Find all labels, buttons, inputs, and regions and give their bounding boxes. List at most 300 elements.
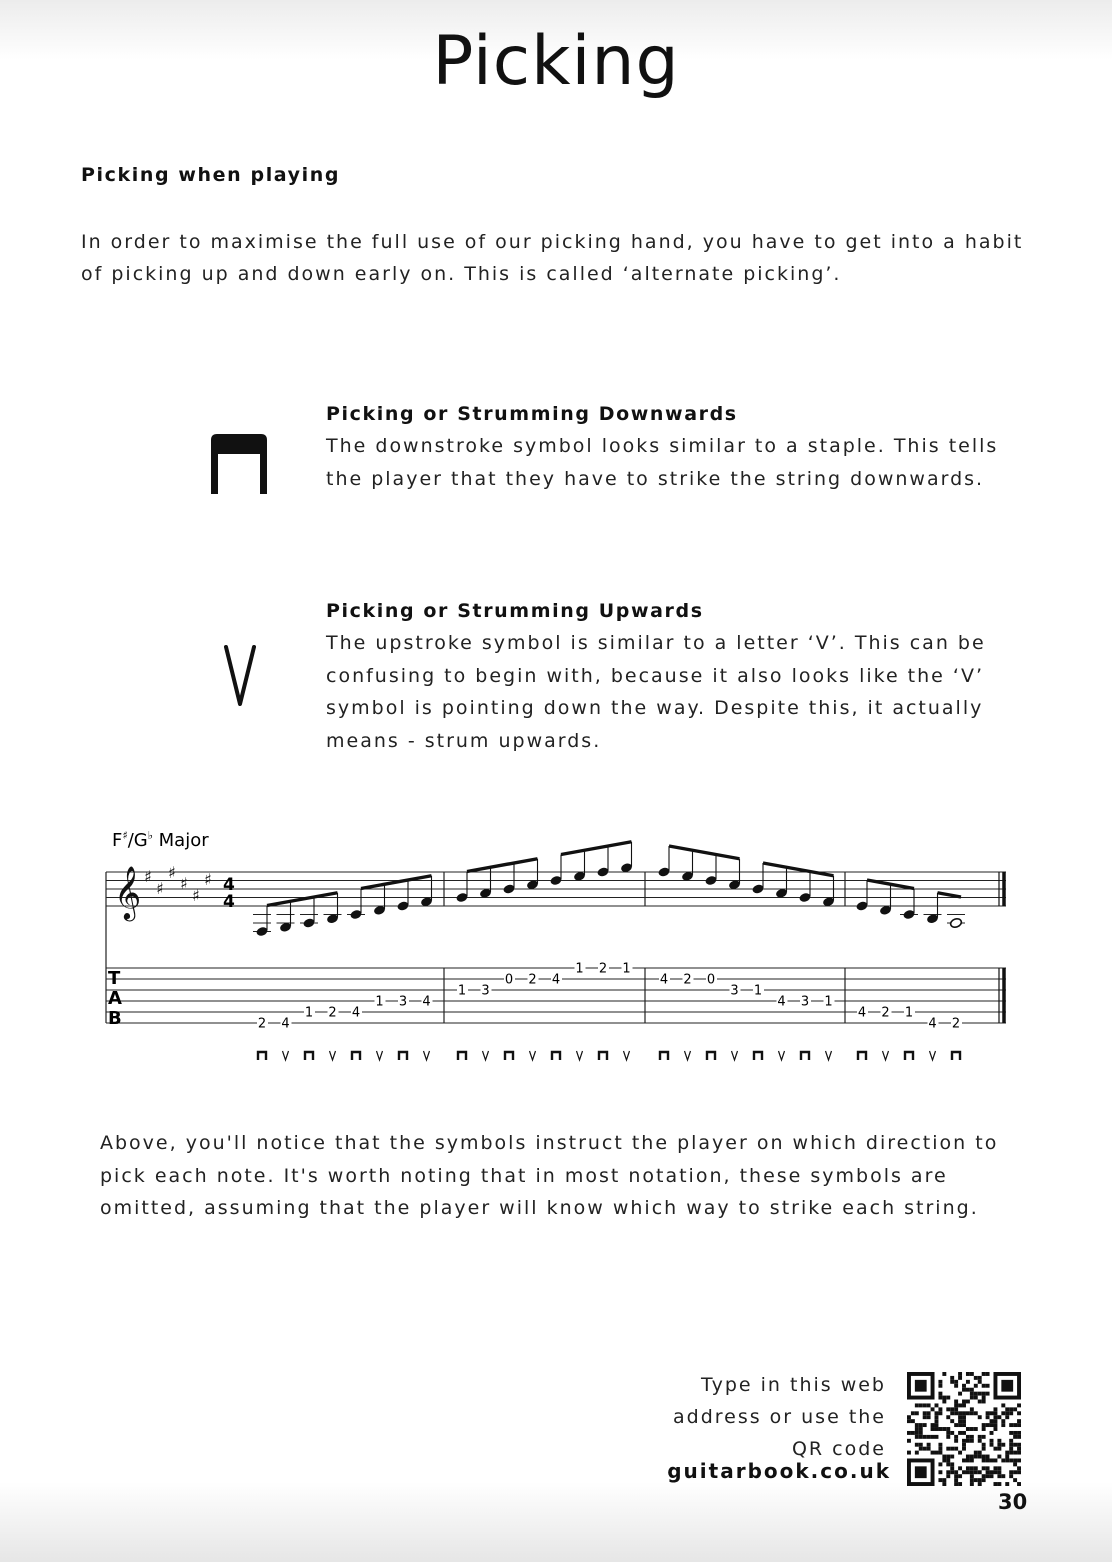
qr-module bbox=[954, 1439, 958, 1443]
qr-module bbox=[938, 1443, 942, 1447]
qr-module bbox=[927, 1435, 931, 1439]
qr-module bbox=[938, 1411, 942, 1415]
qr-module bbox=[990, 1474, 994, 1478]
qr-module bbox=[1017, 1451, 1021, 1455]
pick-up-icon bbox=[424, 1051, 430, 1060]
qr-module bbox=[990, 1423, 994, 1427]
qr-module bbox=[1017, 1458, 1021, 1462]
qr-module bbox=[970, 1392, 974, 1396]
tab-fret-number: 2 bbox=[951, 1016, 961, 1032]
scale-title-root: F bbox=[112, 830, 123, 851]
qr-module bbox=[982, 1400, 986, 1404]
scale-title-flat: ♭ bbox=[147, 829, 153, 842]
qr-module bbox=[986, 1466, 990, 1470]
qr-module bbox=[970, 1470, 974, 1474]
qr-module bbox=[1009, 1458, 1013, 1462]
website-link[interactable]: guitarbook.co.uk bbox=[667, 1459, 891, 1483]
qr-module bbox=[935, 1451, 939, 1455]
qr-module bbox=[978, 1435, 982, 1439]
qr-module bbox=[970, 1407, 974, 1411]
downstroke-description bbox=[326, 398, 1006, 495]
qr-module bbox=[986, 1415, 990, 1419]
qr-module bbox=[1009, 1407, 1013, 1411]
tab-fret-number: 3 bbox=[481, 983, 490, 999]
qr-module bbox=[954, 1482, 958, 1486]
pick-up-icon bbox=[732, 1051, 738, 1060]
qr-finder-center bbox=[1001, 1380, 1013, 1392]
qr-module bbox=[954, 1403, 958, 1407]
qr-module bbox=[1009, 1439, 1013, 1443]
qr-module bbox=[938, 1427, 942, 1431]
qr-module bbox=[962, 1447, 966, 1451]
tab-fret-number: 4 bbox=[422, 994, 431, 1010]
qr-module bbox=[978, 1415, 982, 1419]
qr-module bbox=[919, 1447, 923, 1451]
key-sharp-icon: ♯ bbox=[144, 867, 152, 886]
qr-module bbox=[1013, 1407, 1017, 1411]
qr-module bbox=[1009, 1443, 1013, 1447]
qr-module bbox=[993, 1415, 997, 1419]
note-beam bbox=[561, 842, 632, 855]
qr-module bbox=[954, 1400, 958, 1404]
qr-module bbox=[1001, 1411, 1005, 1415]
qr-module bbox=[986, 1372, 990, 1376]
pick-up-icon bbox=[624, 1051, 630, 1060]
key-sharp-icon: ♯ bbox=[168, 863, 176, 882]
qr-module bbox=[938, 1451, 942, 1455]
qr-module bbox=[958, 1415, 962, 1419]
qr-module bbox=[962, 1470, 966, 1474]
qr-module bbox=[1013, 1470, 1017, 1474]
qr-module bbox=[982, 1384, 986, 1388]
qr-module bbox=[974, 1384, 978, 1388]
qr-module bbox=[993, 1407, 997, 1411]
qr-module bbox=[962, 1411, 966, 1415]
qr-module bbox=[938, 1392, 942, 1396]
qr-module bbox=[946, 1427, 950, 1431]
footer-line: address or use the bbox=[672, 1406, 886, 1428]
qr-module bbox=[986, 1455, 990, 1459]
qr-module bbox=[915, 1431, 919, 1435]
qr-module bbox=[993, 1427, 997, 1431]
qr-module bbox=[931, 1407, 935, 1411]
footer-line: QR code bbox=[791, 1438, 886, 1460]
qr-module bbox=[950, 1466, 954, 1470]
tab-fret-number: 4 bbox=[351, 1005, 361, 1021]
tab-fret-number: 1 bbox=[753, 983, 763, 999]
qr-module bbox=[927, 1415, 931, 1419]
qr-module bbox=[966, 1400, 970, 1404]
qr-module bbox=[950, 1470, 954, 1474]
qr-module bbox=[1009, 1451, 1013, 1455]
qr-module bbox=[1009, 1423, 1013, 1427]
qr-module bbox=[966, 1435, 970, 1439]
qr-module bbox=[958, 1372, 962, 1376]
qr-module bbox=[1017, 1470, 1021, 1474]
qr-module bbox=[997, 1443, 1001, 1447]
qr-module bbox=[1013, 1462, 1017, 1466]
qr-module bbox=[970, 1427, 974, 1431]
qr-module bbox=[958, 1403, 962, 1407]
footer-line: Type in this web bbox=[700, 1374, 886, 1396]
qr-module bbox=[1013, 1423, 1017, 1427]
qr-module bbox=[986, 1470, 990, 1474]
qr-module bbox=[962, 1458, 966, 1462]
qr-module bbox=[982, 1427, 986, 1431]
qr-module bbox=[978, 1451, 982, 1455]
qr-module bbox=[1017, 1423, 1021, 1427]
qr-module bbox=[966, 1470, 970, 1474]
tab-notes bbox=[257, 962, 962, 1032]
qr-module bbox=[986, 1423, 990, 1427]
qr-module bbox=[938, 1407, 942, 1411]
qr-module bbox=[990, 1458, 994, 1462]
pick-up-icon bbox=[826, 1051, 832, 1060]
qr-module bbox=[942, 1478, 946, 1482]
qr-module bbox=[942, 1458, 946, 1462]
qr-module bbox=[970, 1466, 974, 1470]
qr-module bbox=[978, 1439, 982, 1443]
qr-module bbox=[1017, 1443, 1021, 1447]
qr-module bbox=[986, 1392, 990, 1396]
qr-module bbox=[966, 1388, 970, 1392]
qr-module bbox=[1009, 1411, 1013, 1415]
qr-module bbox=[1013, 1478, 1017, 1482]
tab-fret-number: 4 bbox=[777, 994, 786, 1010]
qr-module bbox=[1001, 1423, 1005, 1427]
note-beam bbox=[267, 893, 338, 906]
qr-module bbox=[950, 1455, 954, 1459]
qr-module bbox=[954, 1447, 958, 1451]
qr-module bbox=[997, 1466, 1001, 1470]
qr-module bbox=[1001, 1474, 1005, 1478]
qr-module bbox=[946, 1396, 950, 1400]
qr-module bbox=[958, 1392, 962, 1396]
qr-module bbox=[938, 1396, 942, 1400]
qr-finder-center bbox=[915, 1466, 927, 1478]
qr-module bbox=[1005, 1411, 1009, 1415]
qr-module bbox=[935, 1411, 939, 1415]
qr-module bbox=[993, 1419, 997, 1423]
upstroke-description bbox=[326, 595, 1006, 757]
qr-module bbox=[962, 1443, 966, 1447]
qr-module bbox=[907, 1419, 911, 1423]
tab-fret-number: 4 bbox=[659, 972, 669, 988]
pick-down-icon bbox=[754, 1052, 762, 1060]
qr-module bbox=[907, 1415, 911, 1419]
qr-module bbox=[997, 1447, 1001, 1451]
qr-module bbox=[946, 1458, 950, 1462]
qr-module bbox=[958, 1474, 962, 1478]
scale-title-slash: /G bbox=[127, 830, 148, 851]
qr-module bbox=[982, 1392, 986, 1396]
qr-module bbox=[990, 1470, 994, 1474]
pick-down-icon bbox=[905, 1052, 913, 1060]
qr-module bbox=[1017, 1466, 1021, 1470]
qr-module bbox=[962, 1388, 966, 1392]
qr-code-icon[interactable] bbox=[907, 1372, 1021, 1486]
qr-module bbox=[1013, 1451, 1017, 1455]
qr-module bbox=[970, 1482, 974, 1486]
qr-module bbox=[942, 1427, 946, 1431]
qr-module bbox=[978, 1380, 982, 1384]
qr-module bbox=[935, 1415, 939, 1419]
qr-module bbox=[986, 1411, 990, 1415]
qr-module bbox=[1005, 1458, 1009, 1462]
qr-module bbox=[970, 1435, 974, 1439]
qr-module bbox=[954, 1470, 958, 1474]
qr-module bbox=[1017, 1435, 1021, 1439]
qr-module bbox=[966, 1411, 970, 1415]
qr-module bbox=[1017, 1447, 1021, 1451]
key-sharp-icon: ♯ bbox=[180, 874, 188, 893]
note-beam bbox=[763, 863, 834, 876]
qr-module bbox=[978, 1400, 982, 1404]
tab-fret-number: 4 bbox=[857, 1005, 867, 1021]
qr-module bbox=[974, 1376, 978, 1380]
qr-module bbox=[966, 1458, 970, 1462]
qr-module bbox=[935, 1403, 939, 1407]
qr-module bbox=[958, 1482, 962, 1486]
qr-module bbox=[931, 1427, 935, 1431]
qr-module bbox=[993, 1466, 997, 1470]
qr-module bbox=[990, 1439, 994, 1443]
pick-down-icon bbox=[707, 1052, 715, 1060]
qr-module bbox=[938, 1478, 942, 1482]
pick-down-icon bbox=[352, 1052, 360, 1060]
qr-module bbox=[982, 1443, 986, 1447]
tab-fret-number: 2 bbox=[683, 972, 692, 988]
qr-module bbox=[970, 1388, 974, 1392]
qr-module bbox=[974, 1455, 978, 1459]
qr-module bbox=[915, 1411, 919, 1415]
qr-module bbox=[986, 1458, 990, 1462]
pick-down-icon bbox=[952, 1052, 960, 1060]
tab-fret-number: 1 bbox=[622, 961, 631, 977]
qr-module bbox=[931, 1435, 935, 1439]
qr-module bbox=[1005, 1482, 1009, 1486]
qr-module bbox=[1013, 1458, 1017, 1462]
qr-module bbox=[931, 1451, 935, 1455]
qr-module bbox=[1017, 1419, 1021, 1423]
qr-module bbox=[954, 1407, 958, 1411]
tab-fret-number: 1 bbox=[824, 994, 833, 1010]
qr-module bbox=[907, 1431, 911, 1435]
qr-module bbox=[935, 1419, 939, 1423]
qr-module bbox=[915, 1427, 919, 1431]
qr-module bbox=[946, 1407, 950, 1411]
qr-module bbox=[935, 1423, 939, 1427]
qr-module bbox=[958, 1423, 962, 1427]
treble-clef-icon: 𝄞 bbox=[114, 865, 142, 919]
pick-down-icon bbox=[552, 1052, 560, 1060]
tab-fret-number: 1 bbox=[304, 1005, 314, 1021]
qr-module bbox=[938, 1447, 942, 1451]
qr-module bbox=[946, 1431, 950, 1435]
qr-module bbox=[970, 1396, 974, 1400]
qr-module bbox=[911, 1411, 915, 1415]
qr-module bbox=[1001, 1403, 1005, 1407]
qr-module bbox=[954, 1435, 958, 1439]
qr-module bbox=[993, 1470, 997, 1474]
tab-fret-number: 3 bbox=[800, 994, 810, 1010]
qr-module bbox=[1017, 1431, 1021, 1435]
qr-module bbox=[946, 1470, 950, 1474]
qr-module bbox=[958, 1376, 962, 1380]
qr-module bbox=[1017, 1403, 1021, 1407]
scale-notation bbox=[100, 822, 1020, 1072]
qr-module bbox=[986, 1474, 990, 1478]
qr-module bbox=[915, 1403, 919, 1407]
qr-module bbox=[950, 1407, 954, 1411]
qr-module bbox=[990, 1419, 994, 1423]
qr-module bbox=[966, 1439, 970, 1443]
qr-module bbox=[962, 1403, 966, 1407]
qr-module bbox=[958, 1451, 962, 1455]
qr-module bbox=[915, 1435, 919, 1439]
tab-fret-number: 0 bbox=[504, 972, 514, 988]
qr-module bbox=[958, 1411, 962, 1415]
pick-down-icon bbox=[458, 1052, 466, 1060]
qr-module bbox=[942, 1400, 946, 1404]
pick-up-icon bbox=[330, 1051, 336, 1060]
pick-down-icon bbox=[801, 1052, 809, 1060]
qr-module bbox=[970, 1474, 974, 1478]
qr-module bbox=[993, 1447, 997, 1451]
pick-up-icon bbox=[779, 1051, 785, 1060]
qr-module bbox=[1005, 1407, 1009, 1411]
qr-module bbox=[942, 1396, 946, 1400]
qr-module bbox=[919, 1427, 923, 1431]
pick-down-icon bbox=[599, 1052, 607, 1060]
qr-module bbox=[954, 1478, 958, 1482]
tab-letter-t: T bbox=[108, 968, 121, 989]
music-staff bbox=[106, 872, 1006, 1023]
downstroke-heading: Picking or Strumming Downwards bbox=[326, 403, 738, 425]
time-signature-bottom: 4 bbox=[223, 892, 235, 912]
qr-module bbox=[993, 1458, 997, 1462]
qr-module bbox=[970, 1478, 974, 1482]
upstroke-heading: Picking or Strumming Upwards bbox=[326, 600, 704, 622]
qr-module bbox=[974, 1451, 978, 1455]
tab-fret-number: 4 bbox=[928, 1016, 937, 1032]
qr-module bbox=[978, 1376, 982, 1380]
qr-module bbox=[1001, 1419, 1005, 1423]
qr-module bbox=[974, 1466, 978, 1470]
qr-module bbox=[950, 1419, 954, 1423]
qr-module bbox=[982, 1455, 986, 1459]
pick-down-icon bbox=[660, 1052, 668, 1060]
qr-module bbox=[966, 1455, 970, 1459]
qr-module bbox=[978, 1478, 982, 1482]
qr-module bbox=[990, 1443, 994, 1447]
tab-fret-number: 2 bbox=[257, 1016, 267, 1032]
qr-module bbox=[927, 1443, 931, 1447]
qr-module bbox=[962, 1419, 966, 1423]
qr-module bbox=[919, 1443, 923, 1447]
pick-up-icon bbox=[483, 1051, 489, 1060]
qr-module bbox=[958, 1466, 962, 1470]
tab-fret-number: 2 bbox=[881, 1005, 890, 1021]
tab-fret-number: 1 bbox=[575, 961, 584, 977]
note-beam bbox=[938, 893, 962, 897]
qr-module bbox=[923, 1435, 927, 1439]
qr-module bbox=[915, 1451, 919, 1455]
qr-module bbox=[950, 1462, 954, 1466]
qr-module bbox=[954, 1423, 958, 1427]
qr-module bbox=[974, 1427, 978, 1431]
pick-down-icon bbox=[305, 1052, 313, 1060]
note-beam bbox=[669, 846, 740, 859]
tab-letter-a: A bbox=[108, 988, 122, 1009]
qr-module bbox=[942, 1372, 946, 1376]
qr-module bbox=[962, 1415, 966, 1419]
qr-module bbox=[966, 1466, 970, 1470]
qr-module bbox=[993, 1411, 997, 1415]
qr-module bbox=[997, 1474, 1001, 1478]
pick-up-icon bbox=[530, 1051, 536, 1060]
qr-module bbox=[1013, 1435, 1017, 1439]
qr-module bbox=[974, 1396, 978, 1400]
qr-module bbox=[978, 1455, 982, 1459]
qr-module bbox=[935, 1435, 939, 1439]
key-sharp-icon: ♯ bbox=[204, 870, 212, 889]
qr-module bbox=[938, 1462, 942, 1466]
qr-module bbox=[915, 1423, 919, 1427]
qr-module bbox=[911, 1419, 915, 1423]
qr-module bbox=[1009, 1470, 1013, 1474]
qr-module bbox=[907, 1451, 911, 1455]
qr-module bbox=[970, 1372, 974, 1376]
qr-finder-center bbox=[915, 1380, 927, 1392]
qr-module bbox=[1001, 1443, 1005, 1447]
qr-module bbox=[935, 1427, 939, 1431]
downstroke-icon bbox=[208, 432, 270, 496]
key-signature bbox=[144, 863, 212, 905]
qr-module bbox=[997, 1470, 1001, 1474]
qr-module bbox=[946, 1455, 950, 1459]
pick-direction-row bbox=[258, 1051, 960, 1060]
qr-module bbox=[938, 1470, 942, 1474]
pick-up-icon bbox=[930, 1051, 936, 1060]
pick-down-icon bbox=[258, 1052, 266, 1060]
qr-module bbox=[919, 1431, 923, 1435]
qr-module bbox=[982, 1466, 986, 1470]
qr-module bbox=[950, 1376, 954, 1380]
qr-module bbox=[954, 1384, 958, 1388]
downstroke-text: The downstroke symbol looks similar to a staple. This tells the player that they have to strike the string downwards. bbox=[326, 435, 999, 490]
qr-module bbox=[950, 1431, 954, 1435]
qr-module bbox=[978, 1482, 982, 1486]
footer-instructions bbox=[673, 1369, 886, 1465]
tab-fret-number: 1 bbox=[457, 983, 467, 999]
qr-module bbox=[990, 1411, 994, 1415]
qr-module bbox=[970, 1455, 974, 1459]
qr-module bbox=[978, 1392, 982, 1396]
qr-module bbox=[970, 1439, 974, 1443]
qr-module bbox=[923, 1403, 927, 1407]
qr-module bbox=[946, 1415, 950, 1419]
qr-module bbox=[1013, 1431, 1017, 1435]
qr-module bbox=[966, 1372, 970, 1376]
qr-module bbox=[993, 1423, 997, 1427]
qr-module bbox=[982, 1423, 986, 1427]
pick-up-icon bbox=[883, 1051, 889, 1060]
tab-fret-number: 4 bbox=[281, 1016, 290, 1032]
qr-module bbox=[1009, 1447, 1013, 1451]
qr-module bbox=[962, 1431, 966, 1435]
qr-module bbox=[1009, 1431, 1013, 1435]
